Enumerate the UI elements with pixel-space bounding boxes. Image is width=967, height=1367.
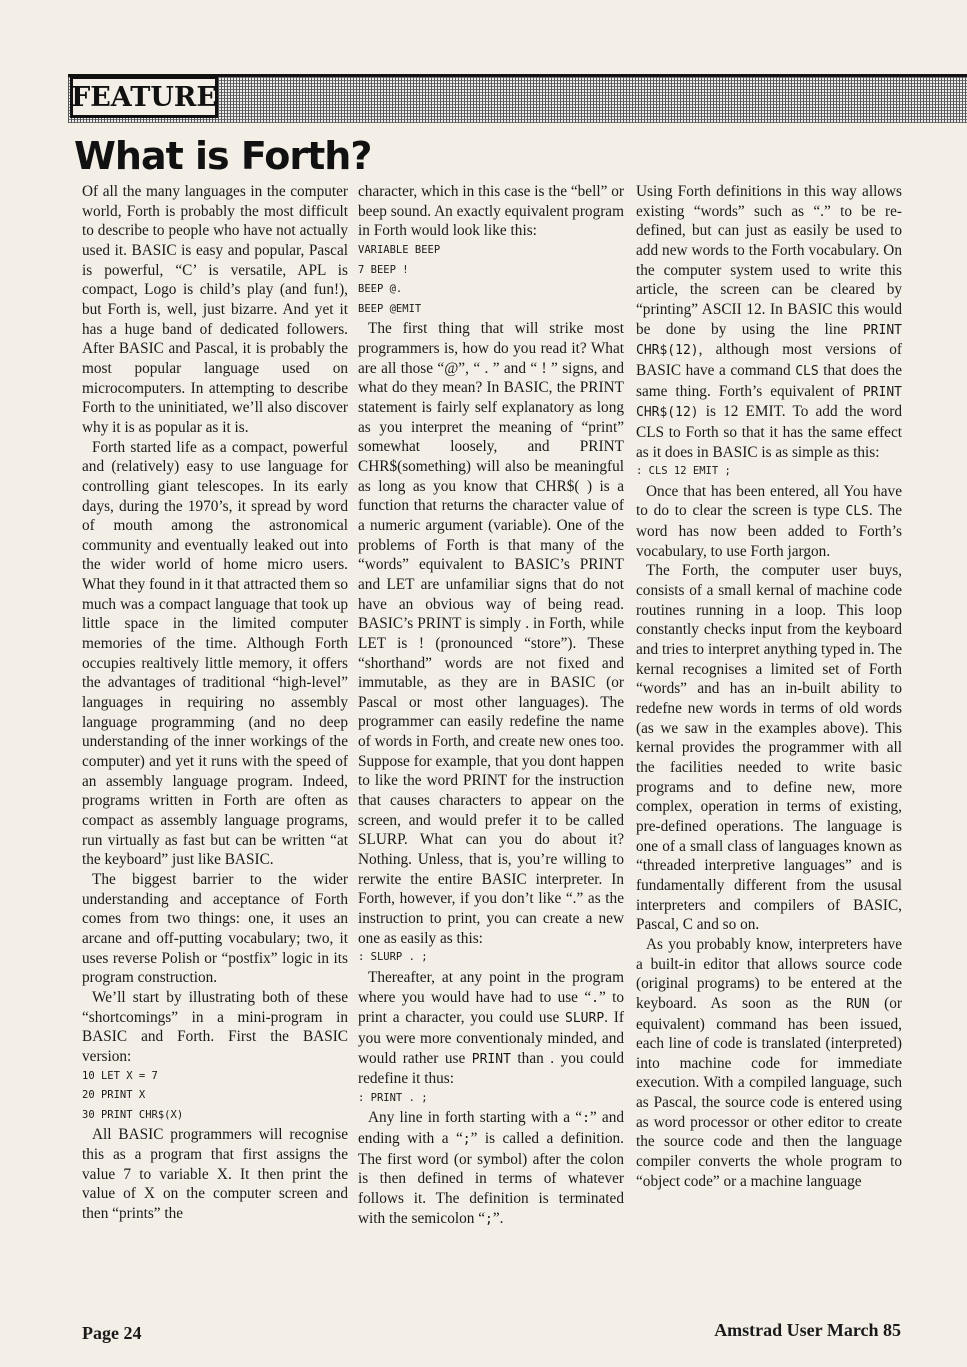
- page-number: Page 24: [82, 1323, 142, 1343]
- column-3: [636, 182, 902, 1191]
- code-listing-print: : PRINT . ;: [358, 1091, 428, 1104]
- paragraph: [636, 935, 902, 1192]
- code-inline: RUN: [846, 996, 870, 1012]
- code-listing-forth-beep: VARIABLE BEEP 7 BEEP ! BEEP @. BEEP @EMIT: [358, 243, 441, 315]
- text-run: ”.: [492, 1209, 504, 1227]
- code-inline: PRINT CHR$(12): [636, 384, 902, 421]
- code-inline: CLS: [845, 504, 869, 520]
- paragraph: character, which in this case is the “bell” or beep sound. An exactly equivalent program in Forth would look like this:: [358, 183, 624, 240]
- text-run: that does the same thing. Forth’s equivalent of: [636, 361, 902, 400]
- code-inline: PRINT CHR$(12): [636, 322, 902, 359]
- text-run: As you probably know, interpreters have a built-in editor that allows source code (original programs) to be entered at the keyboard. As soon as the: [636, 935, 902, 1012]
- text-run: than . you could redefine it thus:: [358, 1049, 624, 1088]
- code-listing-cls: : CLS 12 EMIT ;: [636, 465, 731, 478]
- text-run: Once that has been entered, all You have to do to clear the screen is type: [636, 482, 902, 520]
- paragraph: The biggest barrier to the wider understanding and acceptance of Forth comes from two things: one, it uses an arcane and off-putting vocabulary; two, it uses reverse Polish or “postfix” logic in its program construction.: [82, 870, 348, 987]
- paragraph: All BASIC programmers will recognise this as a program that first assigns the value 7 to variable X. It then print the value of X on the computer screen and then “prints” the: [82, 1126, 348, 1222]
- article-title: What is Forth?: [74, 134, 372, 178]
- code-inline: SLURP: [565, 1011, 605, 1027]
- text-run: , although most versions of BASIC have a command: [636, 341, 902, 379]
- code-inline: ;: [485, 1211, 493, 1227]
- text-run: is 12 EMIT. To add the word CLS to Forth so that it has the same effect as it does in BASIC is as simple as this:: [636, 403, 902, 461]
- paragraph: [636, 482, 902, 562]
- column-1: [82, 182, 348, 1224]
- paragraph: [358, 1108, 624, 1229]
- text-run: . The word has now been added to Forth’s vocabulary, to use Forth jargon.: [636, 502, 902, 560]
- code-inline: ;: [462, 1132, 471, 1148]
- code-listing-slurp: : SLURP . ;: [358, 951, 428, 964]
- text-run: Thereafter, at any point in the program where you would have had to use “: [358, 968, 624, 1006]
- column-2: [358, 182, 624, 1229]
- paragraph: Of all the many languages in the computer world, Forth is probably the most difficult to describe to people who have not actually used it. BASIC is easy and popular, Pascal is powerful, “C’ is versatile, APL is compact, Logo is child’s play (and fun!), but Forth is, well, just bizarre. And yet it has a huge band of dedicated followers. After BASIC and Pascal, it is probably the most popular language used on microcomputers. In attempting to describe Forth to the uninitiated, we’ll also discover why it is as popular as it is.: [82, 183, 348, 436]
- section-label: FEATURE: [71, 81, 217, 113]
- text-run: ” is called a definition. The first word (or symbol) after the colon is then defined in terms of whatever follows it. The definition is terminated with the semicolon “: [358, 1130, 624, 1227]
- paragraph: Forth started life as a compact, powerful and (relatively) easy to use language for controlling giant telescopes. In its early days, during the 1970’s, it spread by word of mouth among the astronomical community and eventually leaked out into the wider world of home micro users. What they found in it that attracted them so much was a compact language that took up little space in the limited computer memories of the time. Although Forth occupies realtively little memory, it offers the advantages of traditional “high-level” languages in requiring no assembly language programming (and no deep understanding of the inner workings of the computer) and yet it runs with the speed of an assembly language program. Indeed, programs written in Forth are often as compact as assembly language programs, run virtually as fast but can be written “at the keyboard” just like BASIC.: [82, 438, 348, 869]
- text-run: . If you were more conventionaly minded, and would rather use: [358, 1009, 624, 1067]
- code-inline: .: [591, 990, 599, 1006]
- code-inline: :: [582, 1111, 590, 1127]
- paragraph: [636, 182, 902, 462]
- text-run: (or equivalent) command has been issued, each line of code is translated (interpreted) into machine code for immediate execution. With a compiled language, such as Pascal, the source code is entered using as word processor or other editor to create the source code and then the language compiler converts the whole program to “object code” or a machine language: [636, 994, 902, 1190]
- paragraph: The first thing that will strike most programmers is, how do you read it? What are all those “@”, “ . ” and “ ! ” signs, and what do they mean? In BASIC, the PRINT statement is fairly self explanatory as long as you interpret the meaning of “print” somewhat loosely, and PRINT CHR$(something) will also be meaningful as long as you know that CHR$( ) is a function that returns the character value of a numeric argument (variable). One of the problems of Forth is that many of the “words” equivalent to BASIC’s PRINT and LET are unfamiliar signs that do not have an obvious way of being read. BASIC’s PRINT is simply . in Forth, while LET is ! (pronounced “store”). These “shorthand” words are not fixed and immutable, as they are in BASIC (or Pascal or most other languages). The programmer can easily redefine the name of words in Forth, and create new ones too. Suppose for example, that you dont happen to like the word PRINT for the instruction that causes characters to appear on the screen, and would prefer it to be called SLURP. What can you do about it? Nothing. Unless, that is, you’re willing to rerwite the entire BASIC interpreter. In Forth, however, if you don’t like “.” as the instruction to print, you can create a new one as easily as this:: [358, 320, 624, 947]
- code-inline: CLS: [795, 363, 819, 379]
- code-listing-basic: 10 LET X = 7 20 PRINT X 30 PRINT CHR$(X): [82, 1069, 184, 1121]
- text-run: ” and ending with a “: [358, 1109, 624, 1148]
- magazine-issue: Amstrad User March 85: [714, 1320, 901, 1340]
- text-run: Using Forth definitions in this way allows existing “words” such as “.” to be re-defined, but can just as easily be used to add new words to the Forth vocabulary. On the computer system used to write this article, the screen can be cleared by “printing” ASCII 12. In BASIC this would be done by using the line: [636, 183, 902, 338]
- paragraph: We’ll start by illustrating both of these “shortcomings” in a mini-program in BASIC and Forth. First the BASIC version:: [82, 988, 348, 1065]
- paragraph: The Forth, the computer user buys, consists of a small kernal of machine code routines running in a loop. This loop constantly checks input from the keyboard and tries to interpret anything typed in. The kernal recognises a limited set of Forth “words” and has an in-built ability to redefne new words in terms of old words (as we saw in the examples above). This kernal provides the programmer with all the facilities needed to write basic programs and to define new, more complex, operation in terms of existing, pre-defined operations. The language is one of a small class of languages known as “threaded interpretive languages” and is fundamentally different from the ususal interpreters and compilers of BASIC, Pascal, C and so on.: [636, 562, 902, 934]
- text-run: Any line in forth starting with a “: [368, 1109, 583, 1127]
- section-label-box: [70, 76, 218, 118]
- code-inline: PRINT: [471, 1051, 511, 1067]
- text-run: ” to print a character, you could use: [358, 988, 625, 1027]
- paragraph: [358, 968, 624, 1089]
